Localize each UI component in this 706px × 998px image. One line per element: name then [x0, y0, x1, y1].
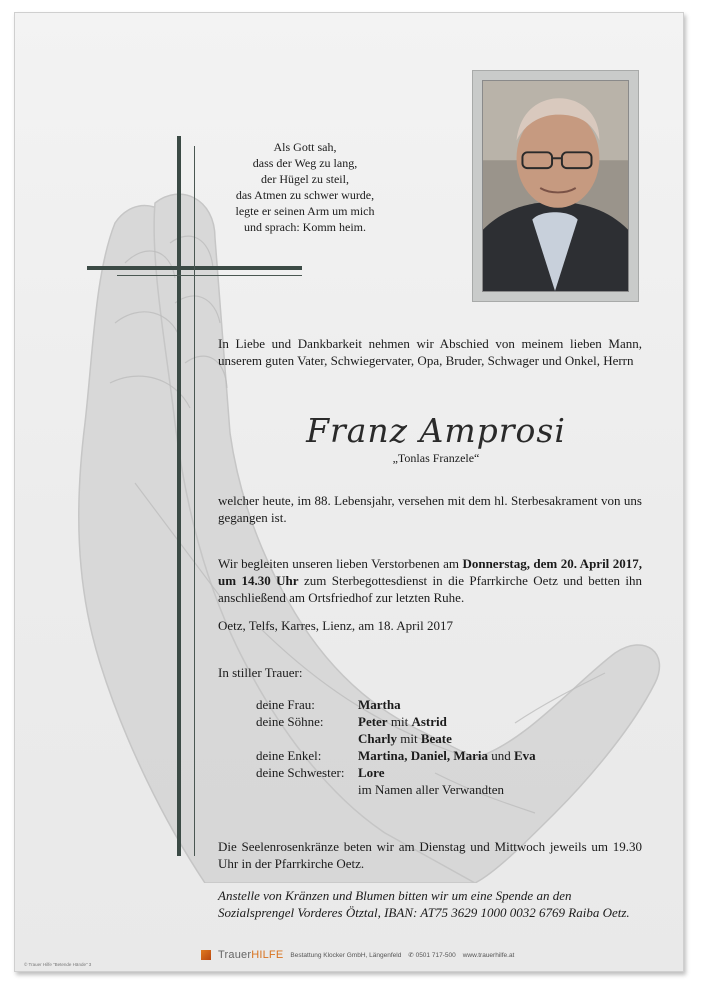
family-member — [358, 747, 536, 764]
deceased-name: Franz Amprosi — [306, 411, 566, 450]
poem — [215, 139, 395, 235]
family-list — [256, 696, 536, 798]
family-member — [358, 713, 447, 730]
family-label: deine Frau: — [256, 697, 315, 712]
son-name: Charly — [358, 731, 397, 746]
footer-phone: ✆ 0501 717-500 — [408, 952, 456, 959]
poem-line: das Atmen zu schwer wurde, — [235, 188, 375, 202]
funeral-date: Donnerstag, dem 20. April 2017, um 14.30 Uhr — [218, 556, 642, 588]
grandchild-name: Eva — [513, 748, 536, 763]
mourning-heading: In stiller Trauer: — [218, 665, 303, 680]
death-notice-text: welcher heute, im 88. Lebensjahr, versehen mit dem hl. Sterbesakrament von uns gegangen ist. — [218, 493, 642, 525]
relatives-text: im Namen aller Verwandten — [358, 782, 504, 797]
family-label-empty — [256, 781, 358, 798]
son-name: Peter — [358, 714, 388, 729]
family-member: Martha — [358, 697, 401, 712]
cross-icon — [177, 136, 181, 856]
poem-line: dass der Weg zu lang, — [252, 156, 358, 170]
connector: mit — [387, 714, 412, 729]
copyright-note: © Trauer Hilfe "Betende Hände" 3 — [24, 962, 92, 967]
funeral-text-part2: zum Sterbegottesdienst in die Pfarrkirche Oetz und betten ihn anschließend am Ortsfriedhof zur letzten Ruhe. — [218, 573, 642, 605]
brand-accent: HILFE — [251, 949, 284, 961]
family-row-wife — [256, 696, 536, 713]
place-and-date: Oetz, Telfs, Karres, Lienz, am 18. April 2017 — [218, 618, 453, 633]
connector: mit — [397, 731, 421, 746]
family-row-sons — [256, 713, 536, 730]
portrait-photo — [482, 80, 629, 292]
poem-line: legte er seinen Arm um mich — [235, 204, 375, 218]
grandchildren-names: Martina, Daniel, Maria — [358, 748, 488, 763]
footer — [201, 948, 514, 962]
family-member: Lore — [358, 765, 385, 780]
funeral-text — [218, 555, 642, 606]
family-member — [358, 730, 452, 747]
funeral-text-part1: Wir begleiten unseren lieben Verstorbenen am — [218, 556, 463, 571]
portrait-frame — [472, 70, 639, 302]
family-row-sister — [256, 764, 536, 781]
family-label: deine Söhne: — [256, 714, 324, 729]
connector: und — [487, 748, 514, 763]
poem-line: der Hügel zu steil, — [261, 172, 349, 186]
family-row-relatives — [256, 781, 536, 798]
footer-company: Bestattung Klocker GmbH, Längenfeld — [290, 951, 402, 959]
deceased-nickname: „Tonlas Franzele“ — [392, 451, 480, 465]
donation-text: Anstelle von Kränzen und Blumen bitten wir um eine Spende an den Sozialsprengel Vorderes Ötztal, IBAN: AT75 3629 1000 0032 6769 Raiba Oetz. — [218, 888, 630, 920]
footer-brand — [218, 949, 283, 961]
partner-name: Beate — [420, 731, 452, 746]
poem-line: Als Gott sah, — [273, 140, 337, 154]
cross-thin-vertical — [194, 146, 195, 856]
family-row-sons-2 — [256, 730, 536, 747]
partner-name: Astrid — [411, 714, 447, 729]
obituary-card — [14, 12, 684, 972]
family-row-grandchildren — [256, 747, 536, 764]
rosary-text: Die Seelenrosenkränze beten wir am Dienstag und Mittwoch jeweils um 19.30 Uhr in der Pfarrkirche Oetz. — [218, 839, 642, 871]
brand-part: Trauer — [218, 949, 252, 961]
family-label-empty — [256, 730, 358, 747]
poem-line: und sprach: Komm heim. — [244, 220, 366, 234]
cross-thin-horizontal — [117, 275, 302, 276]
intro-text: In Liebe und Dankbarkeit nehmen wir Abschied von meinem lieben Mann, unserem guten Vater, Schwiegervater, Opa, Bruder, Schwager und Onkel, Herrn — [218, 336, 642, 368]
footer-website[interactable]: www.trauerhilfe.at — [462, 951, 515, 959]
family-label: deine Schwester: — [256, 765, 345, 780]
family-label: deine Enkel: — [256, 748, 322, 763]
trauerhilfe-logo-icon — [201, 950, 211, 960]
portrait-image — [483, 81, 628, 291]
